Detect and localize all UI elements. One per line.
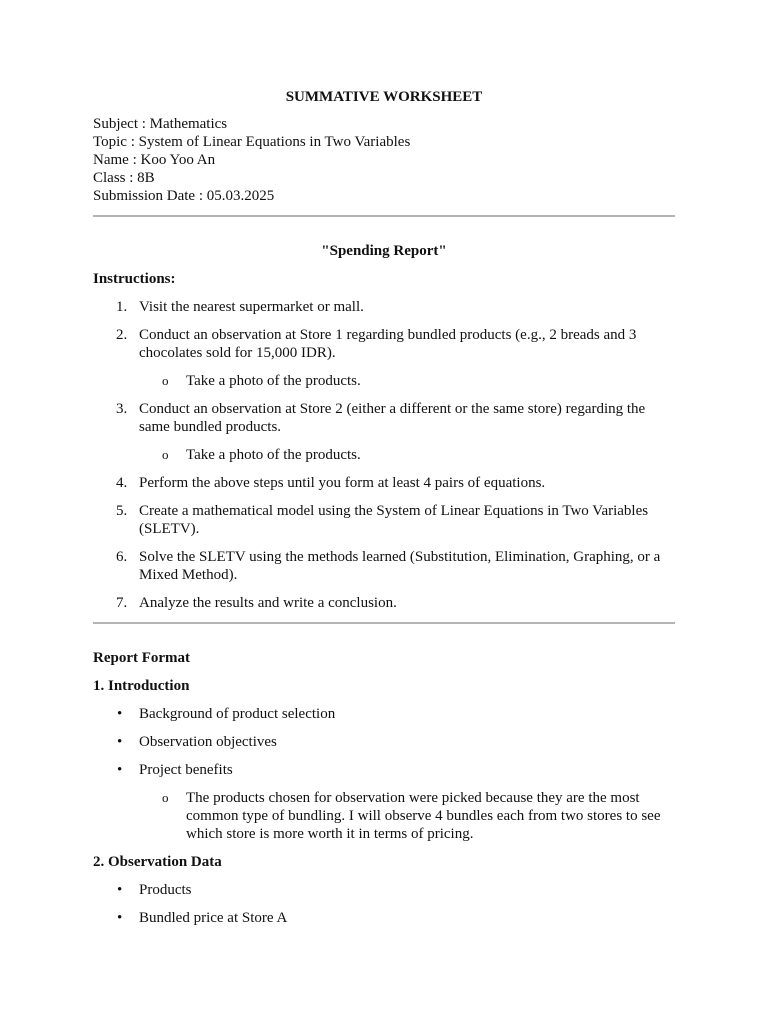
step-number: 7. (116, 595, 128, 611)
step-text: Visit the nearest supermarket or mall. (139, 299, 364, 315)
instruction-step (93, 298, 675, 316)
bullet-marker: • (117, 910, 123, 926)
topic-line: Topic : System of Linear Equations in Two Variables (93, 134, 411, 150)
instruction-step (93, 594, 675, 612)
worksheet-title: SUMMATIVE WORKSHEET (285, 89, 483, 105)
step-text: Solve the SLETV using the methods learned (Substitution, Elimination, Graphing, or a Mixed Method). (139, 549, 661, 583)
list-item (93, 909, 675, 927)
instruction-step (93, 474, 675, 492)
bullet-marker: • (117, 706, 123, 722)
instruction-step (93, 400, 675, 436)
report-title: "Spending Report" (321, 243, 447, 259)
step-number: 1. (116, 299, 128, 315)
introduction-list (93, 705, 675, 843)
bullet-marker: • (117, 882, 123, 898)
step-text: Conduct an observation at Store 2 (either a different or the same store) regarding the same bundled products. (139, 401, 646, 435)
step-text: Perform the above steps until you form at least 4 pairs of equations. (139, 475, 546, 491)
sub-bullet-marker: o (162, 373, 169, 388)
sub-item-text: Take a photo of the products. (186, 447, 361, 463)
instructions-list (93, 298, 675, 612)
list-item-text: Bundled price at Store A (139, 910, 288, 926)
instruction-step (93, 502, 675, 538)
observation-list (93, 881, 675, 927)
observation-data-heading: 2. Observation Data (93, 854, 222, 870)
instructions-heading: Instructions: (93, 271, 176, 287)
introduction-heading: 1. Introduction (93, 678, 190, 694)
class-line: Class : 8B (93, 170, 155, 186)
note-text: The products chosen for observation were picked because they are the most common type of bundling. I will observe 4 bundles each from two stores to see which store is more worth it in terms of pricing. (186, 790, 661, 842)
list-item-text: Observation objectives (139, 734, 277, 750)
list-item (93, 881, 675, 899)
step-text: Create a mathematical model using the System of Linear Equations in Two Variables (SLETV). (139, 503, 649, 537)
subject-line: Subject : Mathematics (93, 116, 228, 132)
report-format-heading: Report Format (93, 650, 191, 666)
bullet-marker: • (117, 734, 123, 750)
step-number: 4. (116, 475, 128, 491)
instruction-sub-item (93, 372, 675, 390)
instruction-step (93, 326, 675, 362)
list-item-text: Products (139, 882, 192, 898)
list-item (93, 705, 675, 723)
step-number: 6. (116, 549, 128, 565)
list-item (93, 761, 675, 779)
instruction-step (93, 548, 675, 584)
document-content (93, 88, 675, 937)
list-item-text: Background of product selection (139, 706, 336, 722)
step-text: Analyze the results and write a conclusion. (139, 595, 397, 611)
step-number: 2. (116, 327, 128, 343)
sub-bullet-marker: o (162, 790, 169, 805)
divider-rule (93, 215, 675, 217)
name-line: Name : Koo Yoo An (93, 152, 216, 168)
introduction-note (93, 789, 675, 843)
step-text: Conduct an observation at Store 1 regarding bundled products (e.g., 2 breads and 3 chocolates sold for 15,000 IDR). (139, 327, 637, 361)
instruction-sub-item (93, 446, 675, 464)
list-item (93, 733, 675, 751)
sub-item-text: Take a photo of the products. (186, 373, 361, 389)
step-number: 5. (116, 503, 128, 519)
sub-bullet-marker: o (162, 447, 169, 462)
step-number: 3. (116, 401, 128, 417)
list-item-text: Project benefits (139, 762, 233, 778)
worksheet-meta (93, 115, 675, 205)
divider-rule (93, 622, 675, 624)
submission-date-line: Submission Date : 05.03.2025 (93, 188, 275, 204)
bullet-marker: • (117, 762, 123, 778)
